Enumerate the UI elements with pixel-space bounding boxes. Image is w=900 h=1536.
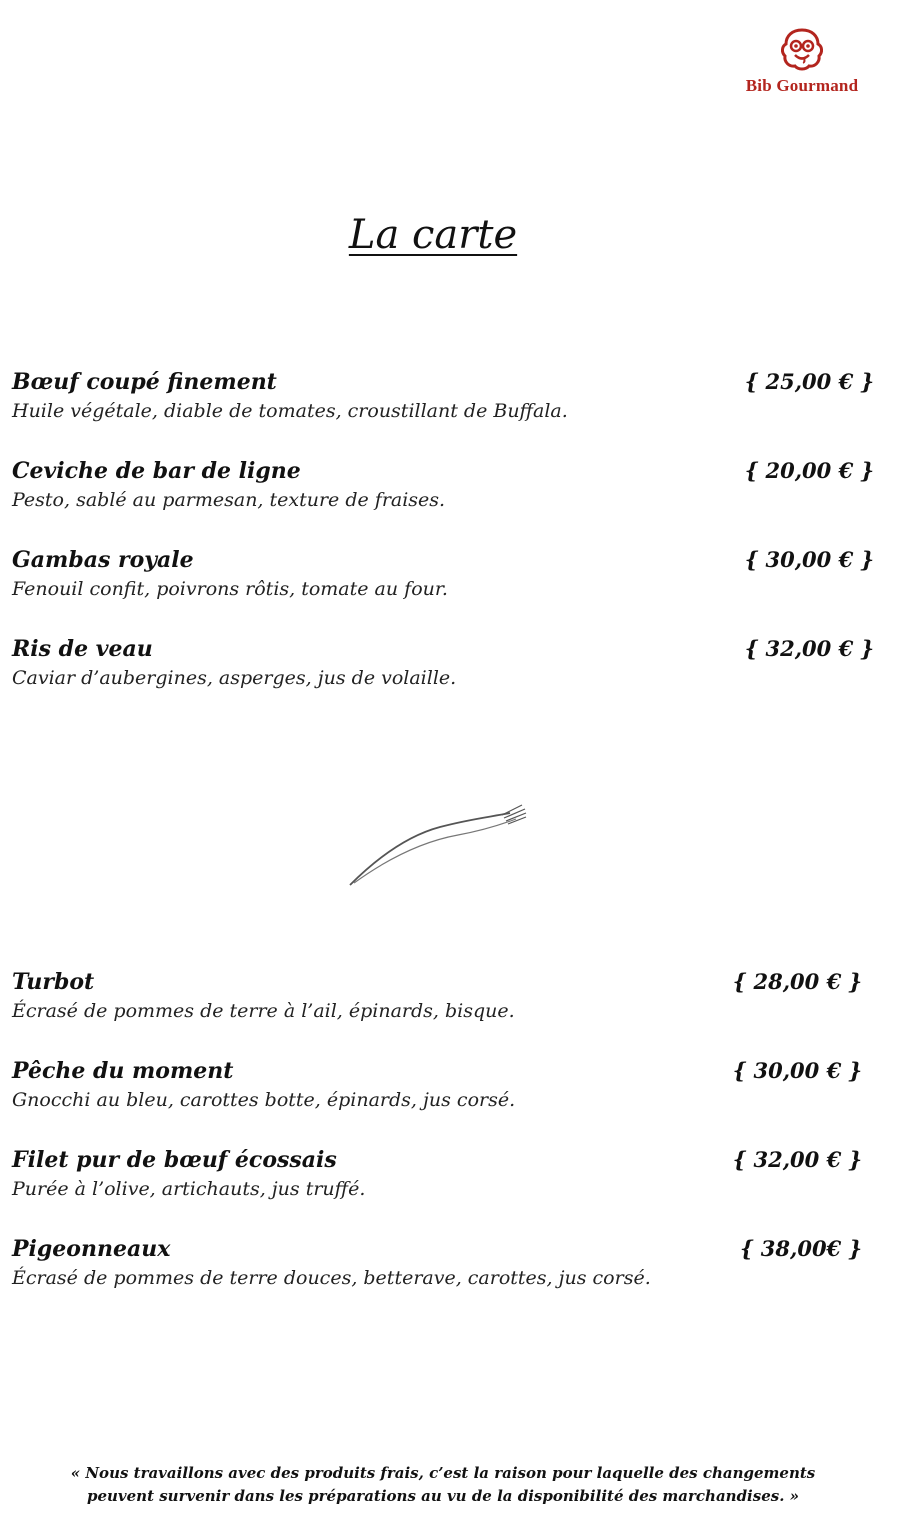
dish-description: Écrasé de pommes de terre douces, betterave, carottes, jus corsé. [12,1267,651,1289]
dish-description: Fenouil confit, poivrons rôtis, tomate au four. [12,578,448,600]
dish-description: Écrasé de pommes de terre à l’ail, épinards, bisque. [12,1000,515,1022]
dish-item [12,1057,862,1146]
page-title: La carte [348,212,518,258]
dish-description: Pesto, sablé au parmesan, texture de fraises. [12,489,446,511]
dish-price: { 30,00 € } [732,1058,862,1083]
menu-section-starters [12,368,874,724]
dish-item [12,457,874,546]
footer-line-2: peuvent survenir dans les préparations au vu de la disponibilité des marchandises. » [86,1487,800,1505]
fork-divider-graphic [140,795,740,895]
dish-description: Caviar d’aubergines, asperges, jus de volaille. [12,667,457,689]
dish-item [12,968,862,1057]
dish-item [12,546,874,635]
dish-item [12,1146,862,1235]
dish-description: Purée à l’olive, artichauts, jus truffé. [12,1178,366,1200]
dish-price: { 38,00€ } [739,1236,862,1261]
dish-price: { 28,00 € } [732,969,862,994]
dish-item [12,1235,862,1324]
dish-name: Turbot [12,969,95,995]
dish-price: { 25,00 € } [744,369,874,394]
bib-gourmand-logo [722,26,882,96]
bib-gourmand-icon [778,26,826,74]
dish-name: Ceviche de bar de ligne [12,458,301,484]
dish-name: Pigeonneaux [12,1236,171,1262]
menu-section-mains [12,968,862,1324]
dish-item [12,368,874,457]
logo-text: Bib Gourmand [745,76,859,95]
dish-price: { 32,00 € } [732,1147,862,1172]
dish-name: Ris de veau [12,636,153,662]
dish-price: { 32,00 € } [744,636,874,661]
dish-name: Gambas royale [12,547,194,573]
footer-line-1: « Nous travaillons avec des produits frais, c’est la raison pour laquelle des changements [70,1464,816,1482]
fork-divider-icon [140,795,740,895]
dish-price: { 30,00 € } [744,547,874,572]
dish-name: Bœuf coupé finement [12,369,277,395]
dish-name: Filet pur de bœuf écossais [12,1147,337,1173]
dish-name: Pêche du moment [12,1058,234,1084]
footer-note [0,1462,886,1508]
dish-item [12,635,874,724]
dish-description: Gnocchi au bleu, carottes botte, épinards, jus corsé. [12,1089,516,1111]
dish-description: Huile végétale, diable de tomates, croustillant de Buffala. [12,400,568,422]
dish-price: { 20,00 € } [744,458,874,483]
